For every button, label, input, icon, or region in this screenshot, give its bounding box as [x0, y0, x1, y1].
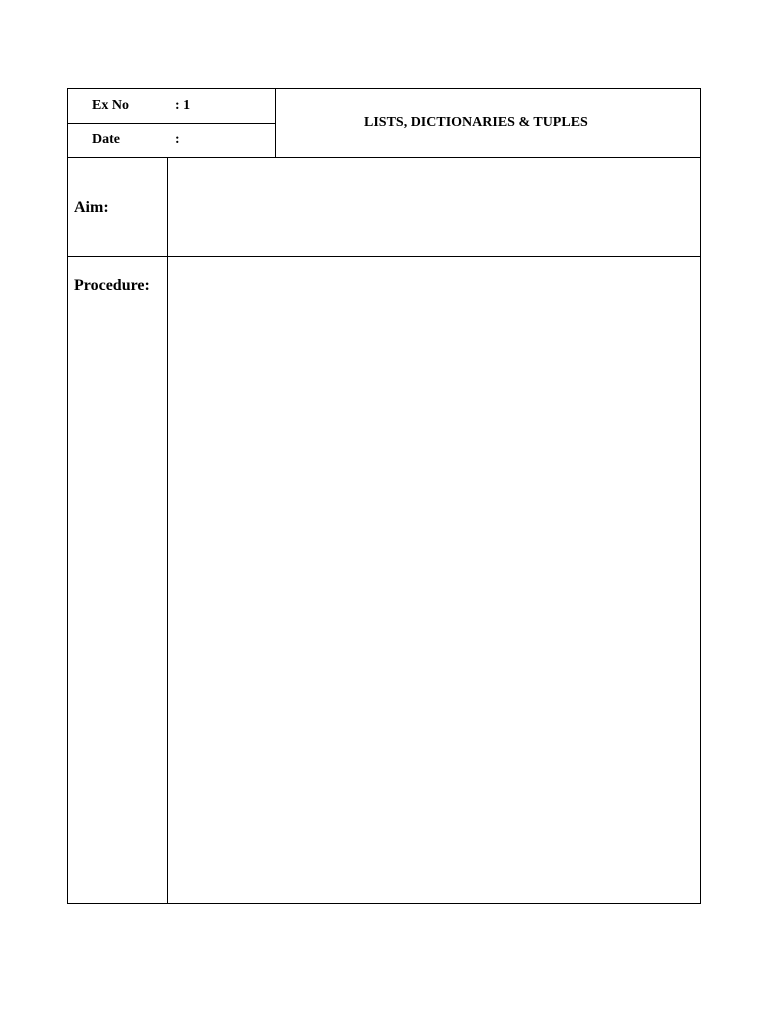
date-value: : [175, 132, 180, 147]
header-bottom-rule [68, 157, 700, 158]
ex-no-value: : 1 [175, 98, 191, 113]
exno-date-rule [68, 123, 275, 124]
aim-label: Aim: [74, 199, 109, 216]
header-divider [275, 89, 276, 157]
ex-no-label: Ex No [92, 98, 129, 113]
label-column-divider [167, 158, 168, 903]
record-sheet [67, 88, 701, 904]
aim-bottom-rule [68, 256, 700, 257]
date-label: Date [92, 132, 120, 147]
procedure-label: Procedure: [74, 277, 150, 294]
exercise-title: LISTS, DICTIONARIES & TUPLES [364, 115, 588, 130]
